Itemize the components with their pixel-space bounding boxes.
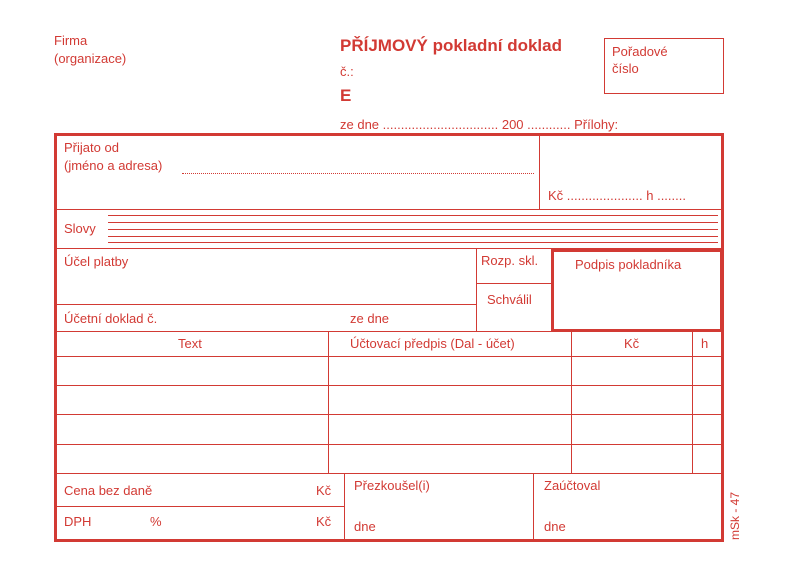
table-row-divider xyxy=(57,356,721,357)
in-words-line[interactable] xyxy=(108,222,718,223)
name-address-label: (jméno a adresa) xyxy=(64,158,163,173)
number-label: č.: xyxy=(340,64,354,79)
price-no-tax-label: Cena bez daně xyxy=(64,483,153,498)
order-box-line1: Pořadové xyxy=(612,44,668,59)
document-title: PŘÍJMOVÝ pokladní doklad xyxy=(340,36,562,55)
form-code: mSk - 47 xyxy=(728,491,742,540)
company-sublabel: (organizace) xyxy=(54,51,127,66)
vat-currency-label: Kč xyxy=(316,514,332,529)
divider xyxy=(57,506,344,507)
vat-label: DPH xyxy=(64,514,92,529)
checked-by-label: Přezkoušel(i) xyxy=(354,478,430,493)
table-column-divider xyxy=(328,331,329,474)
divider xyxy=(533,473,534,539)
in-words-line[interactable] xyxy=(108,242,718,243)
vat-percent-label: % xyxy=(150,514,162,529)
accounting-date-label: ze dne xyxy=(350,311,390,326)
divider xyxy=(57,209,721,210)
posted-date-label: dne xyxy=(544,519,566,534)
divider xyxy=(344,473,345,539)
number-value: E xyxy=(340,86,352,105)
name-address-dotted-line[interactable] xyxy=(182,173,534,174)
table-header-h: h xyxy=(701,336,709,351)
table-header-czk: Kč xyxy=(624,336,640,351)
divider xyxy=(57,304,476,305)
schvalil-label: Schválil xyxy=(487,292,532,307)
purpose-label: Účel platby xyxy=(64,254,129,269)
divider xyxy=(476,248,477,331)
table-column-divider xyxy=(571,331,572,474)
in-words-line[interactable] xyxy=(108,229,718,230)
table-header-posting: Účtovací předpis (Dal - účet) xyxy=(350,336,515,351)
divider xyxy=(57,331,721,332)
posted-by-label: Zaúčtoval xyxy=(544,478,601,493)
table-row-divider xyxy=(57,385,721,386)
table-row-divider xyxy=(57,444,721,445)
date-line: ze dne ................................ 200 ............ Přílohy: xyxy=(340,117,619,132)
table-row-divider xyxy=(57,414,721,415)
table-header-text: Text xyxy=(178,336,202,351)
price-currency-label: Kč xyxy=(316,483,332,498)
in-words-line[interactable] xyxy=(108,215,718,216)
table-row-divider xyxy=(57,473,721,474)
accounting-doc-label: Účetní doklad č. xyxy=(64,311,158,326)
divider xyxy=(476,283,552,284)
order-box-line2: číslo xyxy=(612,61,639,76)
divider xyxy=(539,136,540,210)
cashier-signature-label: Podpis pokladníka xyxy=(575,257,682,272)
amount-line: Kč ..................... h ........ xyxy=(548,188,686,203)
in-words-label: Slovy xyxy=(64,221,96,236)
table-column-divider xyxy=(692,331,693,474)
in-words-line[interactable] xyxy=(108,236,718,237)
rozp-skl-label: Rozp. skl. xyxy=(481,253,539,268)
checked-date-label: dne xyxy=(354,519,376,534)
received-from-label: Přijato od xyxy=(64,140,119,155)
company-label: Firma xyxy=(54,33,88,48)
